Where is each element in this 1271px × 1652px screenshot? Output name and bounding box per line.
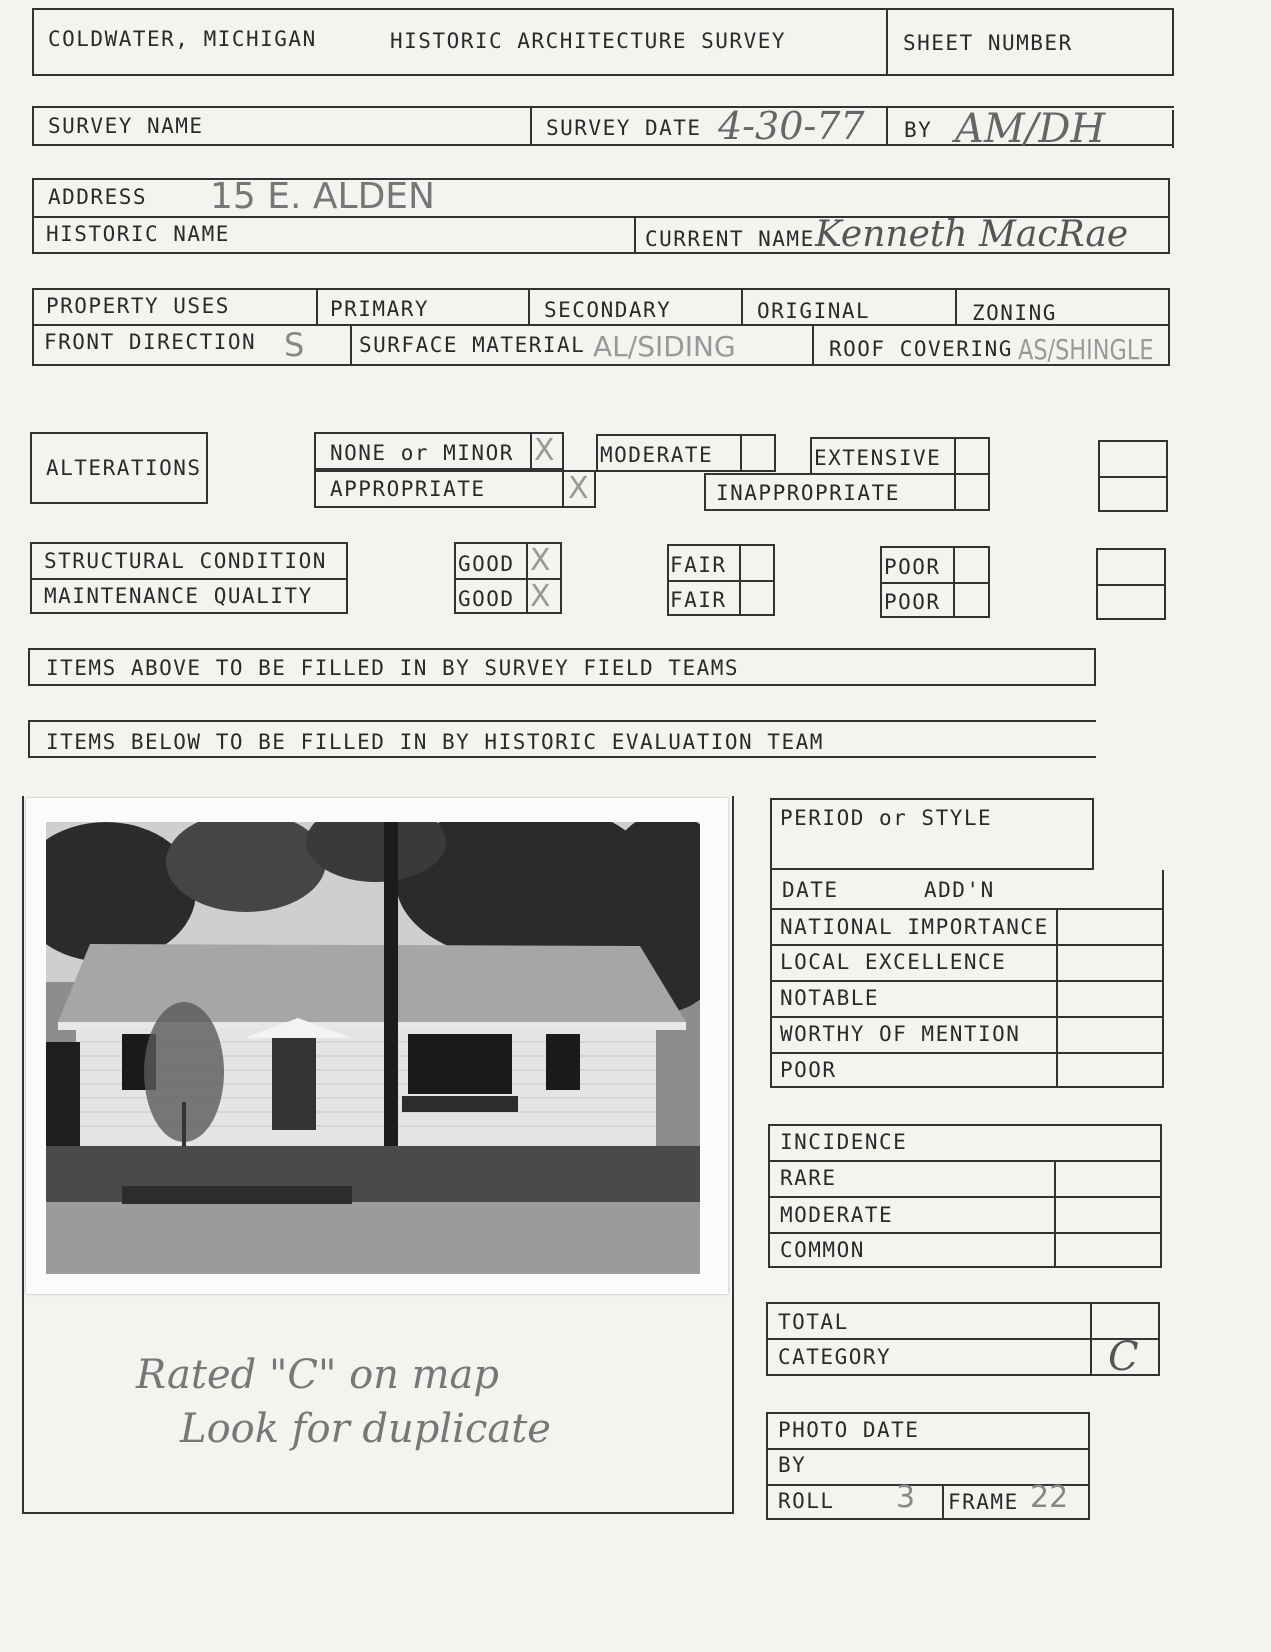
front-direction-value: S bbox=[284, 326, 305, 364]
address-value: 15 E. ALDEN bbox=[210, 176, 435, 217]
total-label: TOTAL bbox=[778, 1310, 849, 1334]
eval-national-label: NATIONAL IMPORTANCE bbox=[780, 915, 1049, 939]
eval-row-4 bbox=[770, 1016, 1164, 1018]
alt-none-check: X bbox=[534, 433, 555, 468]
sheet-number-label: SHEET NUMBER bbox=[903, 31, 1073, 55]
note-above: ITEMS ABOVE TO BE FILLED IN BY SURVEY FIELD TEAMS bbox=[46, 656, 740, 680]
current-name-label: CURRENT NAME bbox=[645, 227, 815, 251]
good-check-div bbox=[526, 542, 528, 614]
maintenance-quality-label: MAINTENANCE QUALITY bbox=[44, 584, 313, 608]
roof-covering-value: AS/SHINGLE bbox=[1018, 333, 1154, 366]
header-divider bbox=[886, 8, 888, 76]
fair-label-2: FAIR bbox=[670, 588, 727, 612]
frame-value: 22 bbox=[1030, 1480, 1069, 1515]
photo-by-label: BY bbox=[778, 1453, 807, 1477]
survey-by-value: AM/DH bbox=[955, 106, 1106, 152]
eval-addn-label: ADD'N bbox=[924, 878, 995, 902]
roll-label: ROLL bbox=[778, 1489, 835, 1513]
surface-material-label: SURFACE MATERIAL bbox=[359, 333, 586, 357]
prop-v1 bbox=[316, 288, 318, 324]
category-label: CATEGORY bbox=[778, 1345, 892, 1369]
poor-div bbox=[880, 582, 990, 584]
poor-check-div bbox=[953, 546, 955, 618]
alt-moderate-label: MODERATE bbox=[600, 443, 714, 467]
eval-date-label: DATE bbox=[782, 878, 839, 902]
eval-notable-label: NOTABLE bbox=[780, 986, 880, 1010]
prop-v3 bbox=[741, 288, 743, 324]
alt-appr-check-div bbox=[562, 470, 564, 508]
condition-score-div bbox=[1096, 584, 1166, 586]
alterations-label: ALTERATIONS bbox=[46, 456, 202, 480]
note-below: ITEMS BELOW TO BE FILLED IN BY HISTORIC EVALUATION TEAM bbox=[46, 730, 824, 754]
prop-v4 bbox=[955, 288, 957, 324]
eval-row-1 bbox=[770, 908, 1164, 910]
structural-condition-label: STRUCTURAL CONDITION bbox=[44, 549, 327, 573]
photo-date-label: PHOTO DATE bbox=[778, 1418, 920, 1442]
survey-divider-1 bbox=[530, 106, 532, 146]
total-row-div bbox=[766, 1338, 1160, 1340]
roll-value: 3 bbox=[896, 1480, 916, 1515]
header-title: HISTORIC ARCHITECTURE SURVEY bbox=[390, 29, 787, 53]
eval-poor-label: POOR bbox=[780, 1058, 837, 1082]
category-value: C bbox=[1108, 1334, 1139, 1380]
eval-local-label: LOCAL EXCELLENCE bbox=[780, 950, 1007, 974]
current-name-divider bbox=[634, 216, 636, 254]
inc-row-3 bbox=[768, 1232, 1162, 1234]
eval-row-3 bbox=[770, 980, 1164, 982]
period-label: PERIOD or STYLE bbox=[780, 806, 993, 830]
alt-mod-check-div bbox=[740, 434, 742, 472]
eval-row-2 bbox=[770, 944, 1164, 946]
alt-none-check-div bbox=[530, 432, 532, 470]
total-score-div bbox=[1090, 1302, 1092, 1376]
original-label: ORIGINAL bbox=[757, 299, 871, 323]
good-check-2: X bbox=[530, 579, 551, 614]
incidence-moderate-label: MODERATE bbox=[780, 1203, 894, 1227]
poor-label-1: POOR bbox=[884, 555, 941, 579]
roof-covering-label: ROOF COVERING bbox=[829, 337, 1013, 361]
fair-check-div bbox=[739, 544, 741, 616]
survey-divider-3 bbox=[1172, 110, 1174, 148]
alt-appropriate-label: APPROPRIATE bbox=[330, 477, 486, 501]
frame-label: FRAME bbox=[948, 1490, 1019, 1514]
survey-divider-2 bbox=[886, 106, 888, 146]
good-check-1: X bbox=[530, 543, 551, 578]
alt-extensive-label: EXTENSIVE bbox=[814, 446, 942, 470]
inc-row-1 bbox=[768, 1160, 1162, 1162]
fair-div bbox=[667, 580, 775, 582]
eval-worthy-label: WORTHY OF MENTION bbox=[780, 1022, 1021, 1046]
current-name-value: Kenneth MacRae bbox=[815, 214, 1129, 255]
survey-by-label: BY bbox=[904, 118, 933, 142]
poor-label-2: POOR bbox=[884, 590, 941, 614]
prop-v6 bbox=[812, 324, 814, 366]
house-photograph bbox=[46, 822, 700, 1274]
surface-material-value: AL/SIDING bbox=[593, 330, 736, 363]
inc-score-div bbox=[1054, 1160, 1056, 1268]
prop-v2 bbox=[528, 288, 530, 324]
alt-score-div bbox=[1098, 476, 1168, 478]
survey-name-label: SURVEY NAME bbox=[48, 114, 204, 138]
address-label: ADDRESS bbox=[48, 185, 148, 209]
survey-date-label: SURVEY DATE bbox=[546, 116, 702, 140]
photo-frame-div bbox=[942, 1484, 944, 1520]
front-direction-label: FRONT DIRECTION bbox=[44, 330, 257, 354]
primary-label: PRIMARY bbox=[330, 297, 430, 321]
eval-row-5 bbox=[770, 1052, 1164, 1054]
alt-appropriate-check: X bbox=[568, 471, 589, 506]
inc-row-2 bbox=[768, 1196, 1162, 1198]
prop-v5 bbox=[350, 324, 352, 366]
incidence-label: INCIDENCE bbox=[780, 1130, 908, 1154]
incidence-common-label: COMMON bbox=[780, 1238, 865, 1262]
photo-row-1 bbox=[766, 1448, 1090, 1450]
good-label-1: GOOD bbox=[458, 552, 515, 576]
condition-div bbox=[30, 578, 348, 580]
zoning-label: ZONING bbox=[972, 301, 1057, 325]
fair-label-1: FAIR bbox=[670, 553, 727, 577]
property-uses-label: PROPERTY USES bbox=[46, 294, 230, 318]
alt-none-label: NONE or MINOR bbox=[330, 441, 514, 465]
good-label-2: GOOD bbox=[458, 587, 515, 611]
incidence-rare-label: RARE bbox=[780, 1166, 837, 1190]
historic-name-label: HISTORIC NAME bbox=[46, 222, 230, 246]
handwritten-note-2: Look for duplicate bbox=[180, 1406, 551, 1452]
secondary-label: SECONDARY bbox=[544, 298, 672, 322]
alt-inappropriate-label: INAPPROPRIATE bbox=[716, 481, 900, 505]
handwritten-note-1: Rated "C" on map bbox=[136, 1352, 500, 1398]
evaluation-table bbox=[770, 870, 1164, 1088]
eval-score-div bbox=[1056, 908, 1058, 1088]
survey-date-value: 4-30-77 bbox=[718, 104, 865, 148]
header-city: COLDWATER, MICHIGAN bbox=[48, 27, 317, 51]
